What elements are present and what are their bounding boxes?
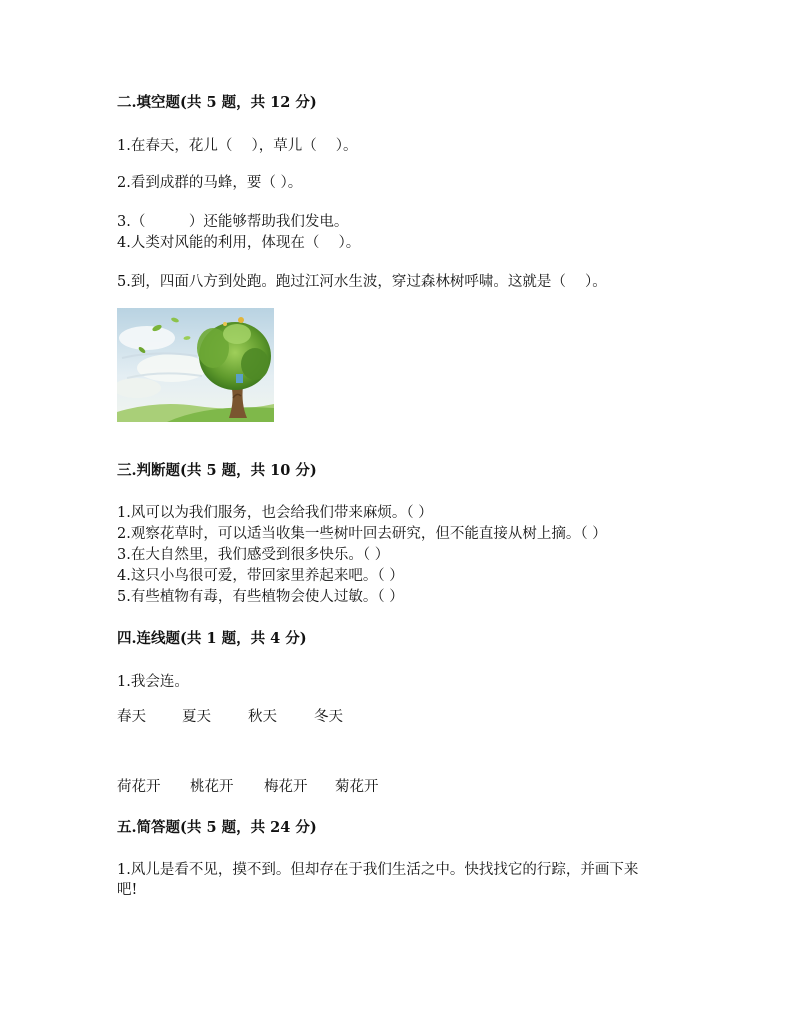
fill-blank-question-4: 4.人类对风能的利用，体现在（ ）。 — [117, 235, 361, 251]
fill-blank-question-5: 5.到，四面八方到处跑。跑过江河水生波，穿过森林树呼啸。这就是（ ）。 — [117, 274, 607, 290]
judge-question-1: 1.风可以为我们服务，也会给我们带来麻烦。（ ） — [117, 505, 433, 521]
flower-lotus: 荷花开 — [117, 779, 161, 795]
judge-question-5: 5.有些植物有毒，有些植物会使人过敏。（ ） — [117, 589, 404, 605]
season-spring: 春天 — [117, 709, 146, 725]
windy-tree-illustration — [117, 308, 274, 422]
flower-peach: 桃花开 — [190, 779, 234, 795]
season-row — [117, 707, 417, 727]
flower-chrysanthemum: 菊花开 — [335, 779, 379, 795]
fill-blank-question-2: 2.看到成群的马蜂，要（ ）。 — [117, 175, 303, 191]
season-autumn: 秋天 — [248, 709, 277, 725]
judge-question-2: 2.观察花草时，可以适当收集一些树叶回去研究，但不能直接从树上摘。（ ） — [117, 526, 607, 542]
section-heading-judge: 三.判断题(共 5 题，共 10 分) — [117, 462, 317, 479]
short-answer-question-1-line1: 1.风儿是看不见，摸不到。但却存在于我们生活之中。快找找它的行踪，并画下来 — [117, 862, 639, 878]
flower-plum: 梅花开 — [264, 779, 308, 795]
section-heading-fill-blank: 二.填空题(共 5 题，共 12 分) — [117, 94, 317, 111]
section-heading-short-answer: 五.简答题(共 5 题，共 24 分) — [117, 819, 317, 836]
windy-tree-icon — [117, 308, 274, 422]
fill-blank-question-1: 1.在春天，花儿（ ），草儿（ ）。 — [117, 138, 358, 154]
section-heading-matching: 四.连线题(共 1 题，共 4 分) — [117, 630, 307, 647]
season-winter: 冬天 — [314, 709, 343, 725]
short-answer-question-1-line2: 吧! — [117, 882, 138, 898]
judge-question-4: 4.这只小鸟很可爱，带回家里养起来吧。（ ） — [117, 568, 404, 584]
flower-row — [117, 777, 417, 797]
fill-blank-question-3: 3.（ ）还能够帮助我们发电。 — [117, 214, 349, 230]
judge-question-3: 3.在大自然里，我们感受到很多快乐。（ ） — [117, 547, 390, 563]
matching-prompt: 1.我会连。 — [117, 674, 189, 690]
season-summer: 夏天 — [182, 709, 211, 725]
